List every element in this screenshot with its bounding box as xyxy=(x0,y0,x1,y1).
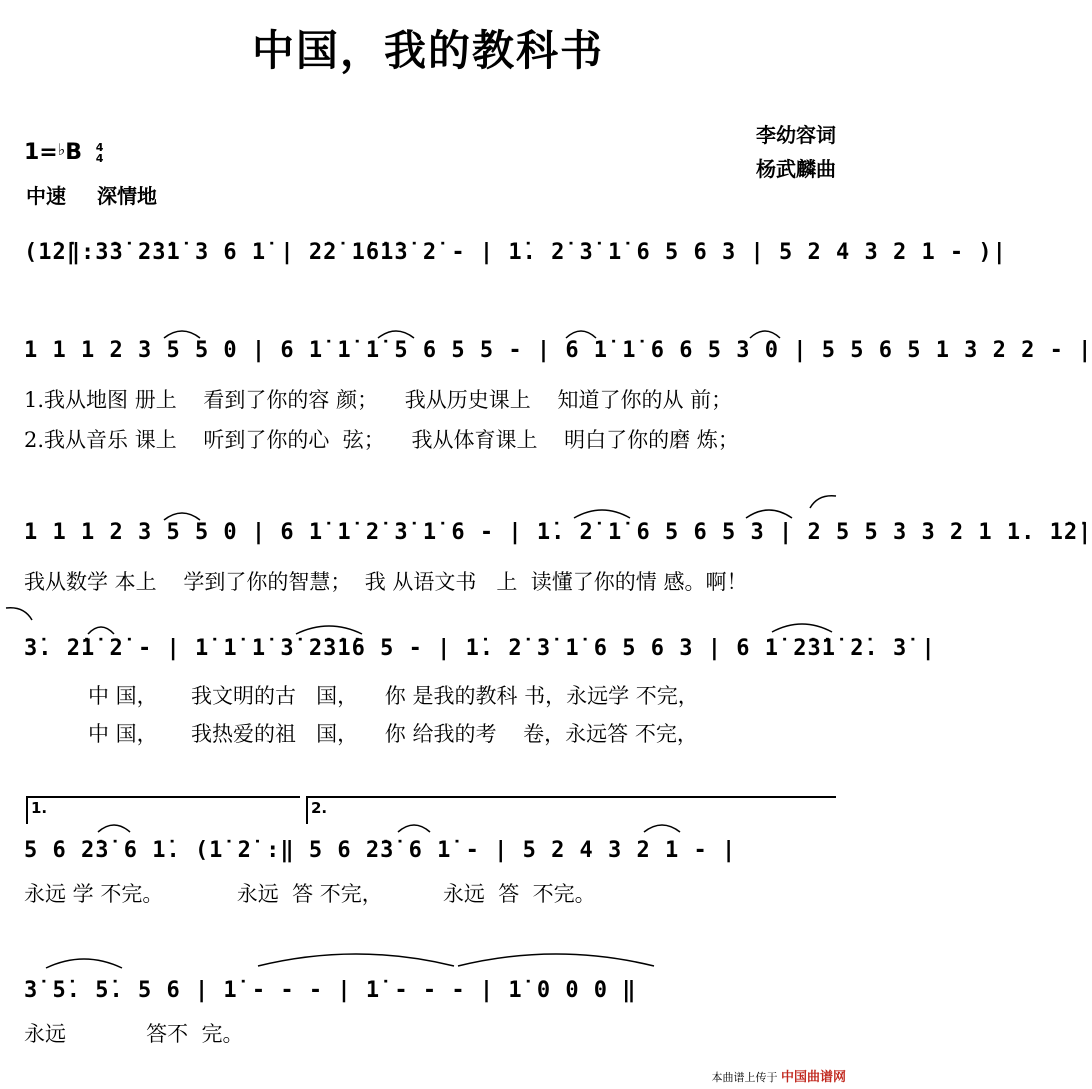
key-signature xyxy=(24,140,103,165)
slur xyxy=(162,508,202,522)
slur xyxy=(256,946,456,968)
lyric-ending-1: 永远 学 不完。 永远 答 不完， 永远 答 不完。 xyxy=(24,882,596,906)
lyricist: 李幼容词 xyxy=(756,123,836,147)
composer: 杨武麟曲 xyxy=(756,157,836,181)
key-prefix: 1= xyxy=(24,140,58,165)
volta-2-label: 2. xyxy=(311,799,328,817)
slur xyxy=(44,952,124,970)
slur xyxy=(96,820,132,834)
time-signature xyxy=(96,142,104,164)
slur xyxy=(396,820,432,834)
notation-row-4 xyxy=(24,830,834,876)
lyric-ending-2: 永远 答不 完。 xyxy=(24,1022,244,1046)
notes: (1̇2̇‖:3̇3̇ 2̇3̇1̇ 3 6 1̇ | 2̇2̇ 1̇6̇1̇3̇ 2̇ - | 1̇. 2̇ 3̇ 1̇ 6 5 6 3 | 5 2 4 3 2 1 - )| xyxy=(24,240,1007,265)
slur xyxy=(770,618,834,634)
time-top: 4 xyxy=(95,141,104,154)
footer xyxy=(711,1066,846,1085)
slur xyxy=(376,326,416,340)
slur xyxy=(744,504,794,520)
footer-text: 本曲谱上传于 xyxy=(711,1071,778,1084)
notation-row-2 xyxy=(24,512,1092,558)
volta-1 xyxy=(26,796,300,824)
flat-sign: ♭ xyxy=(57,140,66,159)
notation-row-intro xyxy=(24,232,1007,278)
slur xyxy=(162,326,202,340)
tempo-marking xyxy=(26,180,181,209)
slur xyxy=(572,504,632,520)
slur xyxy=(564,326,598,340)
slur xyxy=(456,946,656,968)
notation-row-1 xyxy=(24,330,1092,376)
notes: 3̇ 5̇. 5̇. 5 6 | 1̇ - - - | 1̇ - - - | 1̇ 0 0 0 ‖ xyxy=(24,978,637,1003)
slur xyxy=(4,606,34,622)
slur xyxy=(642,820,682,834)
lyric-verse-1a: 1.我从地图 册上 看到了你的容 颜； 我从历史课上 知道了你的从 前； xyxy=(24,388,733,412)
slur xyxy=(86,622,116,636)
time-bottom: 4 xyxy=(95,152,104,165)
tempo-speed: 中速 xyxy=(26,184,66,208)
notes: 1 1 1 2 3 5 5 0 | 6 1̇ 1̇ 1̇ 5 6 5 5 - | 6 1̇ 1̇ 6 6 5 3 0 | 5 5 6 5 1 3 2 2 - | xyxy=(24,338,1092,363)
lyric-verse-3: 我从数学 本上 学到了你的智慧； 我 从语文书 上 读懂了你的情 感。啊！ xyxy=(24,570,748,594)
tempo-expression: 深情地 xyxy=(96,184,157,208)
credits xyxy=(756,118,836,186)
lyric-chorus-1: 中 国， 我文明的古 国， 你 是我的教科 书，永远学 不完， xyxy=(88,684,699,708)
volta-1-label: 1. xyxy=(31,799,48,817)
key-note: B xyxy=(65,140,83,165)
slur xyxy=(748,326,782,340)
slur xyxy=(808,494,838,510)
footer-brand-logo[interactable]: 中国曲谱网 xyxy=(780,1070,846,1085)
lyric-chorus-2: 中 国， 我热爱的祖 国， 你 给我的考 卷，永远答 不完， xyxy=(88,722,698,746)
slur xyxy=(294,620,364,636)
volta-2 xyxy=(306,796,836,824)
notes: 3̇. 2̇1̇ 2̇ - | 1̇ 1̇ 1̇ 3̇ 2̇3̇1̇6 5 - | 1̇. 2̇ 3̇ 1̇ 6 5 6 3 | 6 1̇ 2̇3̇1̇ 2̇. 3̇ | xyxy=(24,636,936,661)
notation-row-3 xyxy=(24,628,936,674)
notes: 5 6 2̇3̇ 6 1̇. (1̇ 2̇ :‖ 5 6 2̇3̇ 6 1̇ - | 5 2 4 3 2 1 - | xyxy=(24,838,737,863)
notes: 1 1 1 2 3 5 5 0 | 6 1̇ 1̇ 2̇ 3̇ 1̇ 6 - | 1̇. 2̇ 1̇ 6 5 6 5 3 | 2 5 5 3 3 2 1 1. 1̇2̇| xyxy=(24,520,1092,545)
notation-row-5 xyxy=(24,970,834,1016)
page-title: 中国，我的教科书 xyxy=(251,26,604,75)
lyric-verse-2a: 2.我从音乐 课上 听到了你的心 弦； 我从体育课上 明白了你的磨 炼； xyxy=(24,428,739,452)
